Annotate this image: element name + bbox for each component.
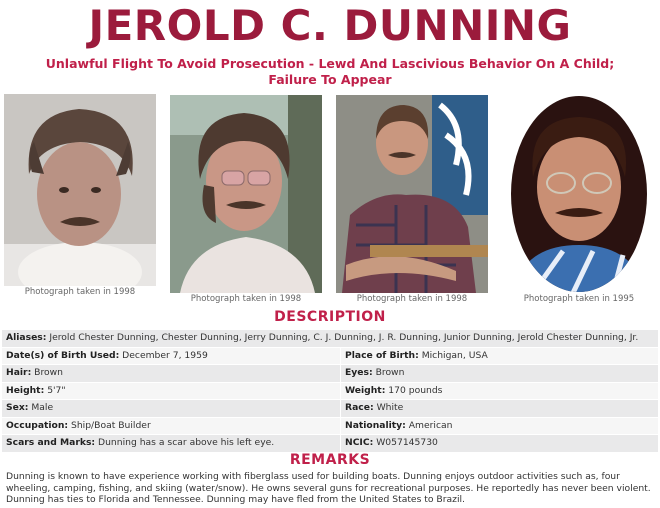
photo-3 [336,95,488,306]
aliases-value: Jerold Chester Dunning, Chester Dunning, Jerry Dunning, C. J. Dunning, J. R. Dunning, Junior Dunning, Jerold Chester Dunning, Jr. [49,332,639,344]
field-value: W057145730 [376,437,438,449]
portrait-photo-icon [170,95,322,293]
photo-1 [4,94,156,299]
field-value: 170 pounds [388,384,443,396]
charges [20,56,640,88]
table-row [2,347,658,365]
field-label: Race: [345,402,374,414]
portrait-photo-icon [4,94,156,286]
photo-4 [503,95,655,306]
field-value: Brown [375,367,405,379]
table-row [2,435,658,452]
field-label: Height: [6,384,45,396]
field-value: White [376,402,404,414]
remarks-heading: REMARKS [289,452,371,468]
field-value: Dunning has a scar above his left eye. [98,437,275,449]
aliases-label: Aliases: [6,332,47,344]
photo-caption: Photograph taken in 1995 [523,294,635,304]
field-value: Brown [34,367,64,379]
portrait-photo-icon [503,95,655,293]
field-label: Nationality: [345,419,406,431]
field-label: Occupation: [6,419,69,431]
table-row [2,400,658,418]
field-label: Date(s) of Birth Used: [6,349,120,361]
remarks-text: Dunning is known to have experience working with fiberglass used for building boats. Dunning enjoys outdoor activities such as, four wheeling, camping, fishing, and skiing (water/snow). He owns several guns for recreational purposes. He reportedly has never been violent. Dunning has ties to Florida and Tennessee. Dunning may have fled from the United States to Brazil. [6,471,651,505]
field-label: Scars and Marks: [6,437,96,449]
description-table [2,329,658,452]
table-row [2,382,658,400]
field-value: Male [31,402,54,414]
charges-line-1: Unlawful Flight To Avoid Prosecution - Lewd And Lascivious Behavior On A Child; [45,56,615,71]
field-label: Place of Birth: [345,349,419,361]
aliases-cell [2,330,658,348]
field-value: Michigan, USA [421,349,488,361]
field-label: Eyes: [345,367,373,379]
description-heading: DESCRIPTION [274,309,386,325]
field-label: Hair: [6,367,32,379]
photo-caption: Photograph taken in 1998 [356,294,468,304]
field-value: 5'7" [47,384,66,396]
table-row [2,365,658,383]
field-label: NCIC: [345,437,374,449]
photo-2 [170,95,322,306]
table-row [2,417,658,435]
photo-caption: Photograph taken in 1998 [24,287,136,297]
field-value: Ship/Boat Builder [71,419,151,431]
portrait-photo-icon [336,95,488,293]
fugitive-name: JEROLD C. DUNNING [88,1,572,50]
field-value: December 7, 1959 [122,349,208,361]
photo-caption: Photograph taken in 1998 [190,294,302,304]
table-row [2,330,658,348]
field-label: Weight: [345,384,386,396]
charges-line-2: Failure To Appear [268,72,392,87]
field-label: Sex: [6,402,29,414]
field-value: American [408,419,453,431]
